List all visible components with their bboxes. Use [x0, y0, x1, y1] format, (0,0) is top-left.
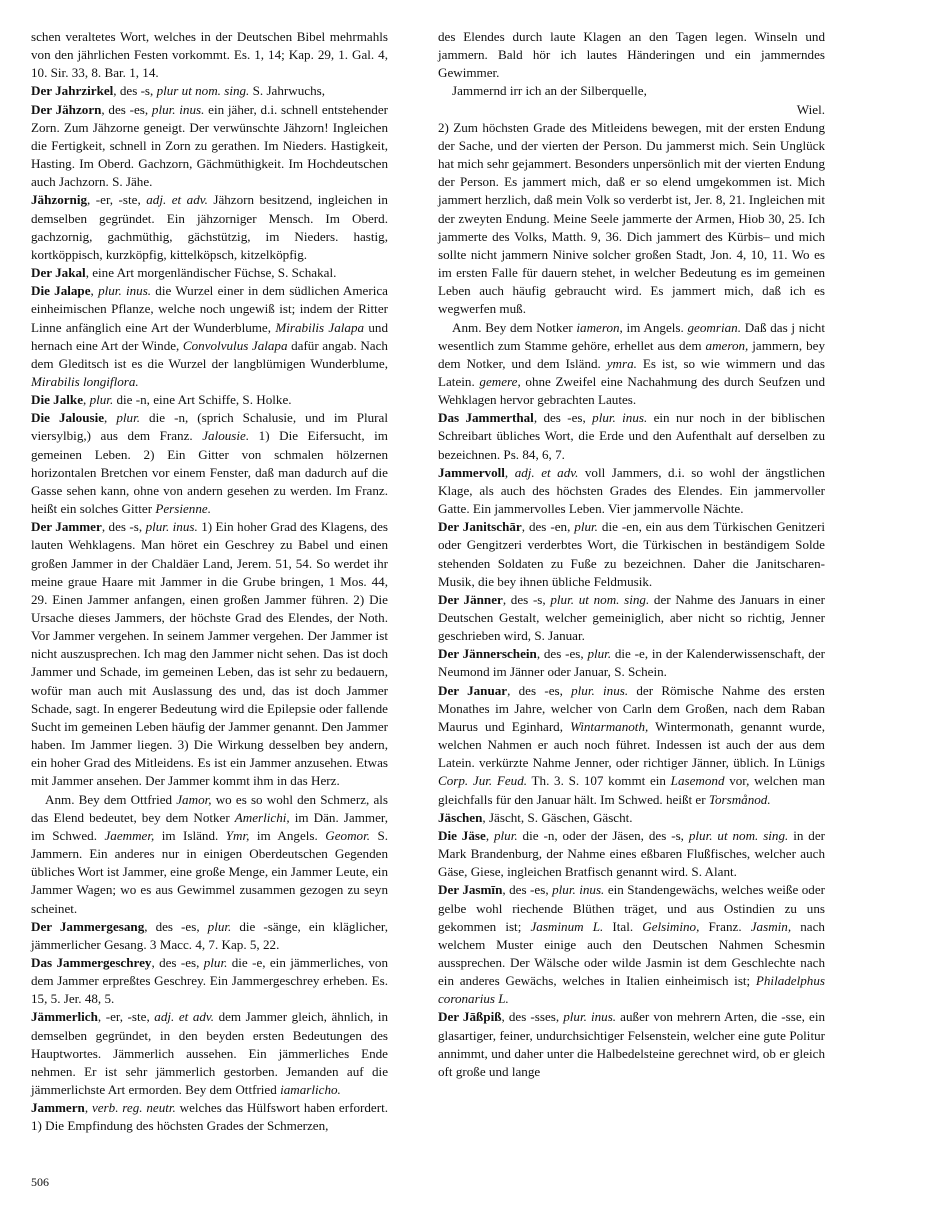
text-run: , -er, -ste, [87, 192, 147, 208]
text-run: ohne Zweifel eine Nachahmung des durch Seufzen und Wehklagen hervor gebrachten Lautes. [438, 373, 825, 408]
italic-text: plur ut nom. sing. [156, 83, 250, 99]
italic-text: Amerlichi, [234, 809, 290, 825]
page-number: 506 [31, 1175, 49, 1189]
text-run: ein nur noch in der biblischen Schreibart übliches Wort, die Erde und den Aufenthalt auf derselben zu bezeichnen. Ps. 84, 6, 7. [438, 410, 825, 462]
text-run: und hernach eine Art der Winde, [31, 319, 388, 353]
italic-text: plur. inus. [552, 882, 605, 898]
headword: Der Jähzorn [31, 101, 102, 117]
italic-text: ameron, [705, 337, 749, 353]
italic-text: adj. et adv. [154, 1009, 215, 1025]
text-run: Jammernd irr ich an der Silberquelle, [452, 83, 647, 99]
text-run: S. Jammern. Ein anderes nur in einigen Oberdeutschen Gegenden übliches Wort ist Jammer, eine große Menge, ein Jammer Leute, ein Jammer Wagen; wo es aus Gewimmel zusammen gezogen zu seyn scheinet. [31, 827, 388, 916]
italic-text: plur. [574, 519, 598, 535]
text-run: , [504, 464, 515, 480]
text-run: Franz. [699, 918, 751, 934]
text-run: , des -es, [144, 918, 208, 934]
text-run: ein Standengewächs, welches weiße oder gelbe wohl riechende Blüthen träget, und aus Ostindien zu uns gekommen ist; [438, 882, 826, 934]
italic-text: Corp. Jur. Feud. [438, 773, 528, 789]
italic-text: Jasmin, [750, 918, 792, 934]
text-run: die -n, (sprich Schalusie, und im Plural viersylbig,) aus dem Franz. [31, 410, 388, 444]
text-run: , des -s, [101, 519, 146, 535]
headword: Jämmerlich [31, 1009, 98, 1025]
dictionary-entry [31, 518, 388, 790]
italic-text: Wintarmanoth, [570, 718, 649, 734]
text-run: im Angels. [622, 319, 688, 335]
italic-text: Convolvulus Jalapa [182, 337, 288, 353]
text-run: , [90, 283, 99, 299]
italic-text: plur. inus. [98, 283, 152, 299]
text-run: , [84, 1100, 92, 1116]
italic-text: geomrian. [687, 319, 741, 335]
text-run: voll Jammers, d.i. so wohl der ängstlichen Klage, als auch des höchsten Grades des Elendes. Ein jammervoller Gatte. Ein jammervolles Leben. Vier jammervolle Nächte. [438, 464, 825, 517]
dictionary-entry [438, 409, 825, 463]
headword: Der Jammer [31, 519, 102, 535]
dictionary-entry [31, 918, 388, 954]
text-run: Wintermonath, genannt wurde, welchen Nahmen er auch noch führet. Indessen ist auch der aus dem Latein. verkürzte Nahme Jenner, oder richtiger Jänner, üblich. In Lünigs [438, 718, 826, 771]
text-paragraph [31, 791, 388, 918]
italic-text: plur. inus. [592, 410, 648, 426]
text-run: , [104, 410, 117, 426]
text-run: die -e, ein jämmerliches, von dem Jammer erpreßtes Geschrey. Ein Jammergeschrey erheben. Es. 15, 5. Jer. 48, 5. [31, 954, 388, 1007]
dictionary-entry [31, 264, 388, 282]
text-run: schen veraltetes Wort, welches in der Deutschen Bibel mehrmahls von den jährlichen Festen vorkommt. Es. 1, 14; Kap. 29, 1. Gal. 4, 10. Sir. 33, 8. Bar. 1, 14. [31, 29, 388, 81]
text-run: , des -es, [507, 682, 572, 698]
dictionary-entry [438, 827, 825, 881]
headword: Der Jāßpiß [438, 1009, 502, 1025]
text-paragraph [31, 28, 388, 82]
italic-text: Lasemond [670, 773, 725, 789]
text-run: , -er, -ste, [97, 1009, 155, 1025]
headword: Die Jalape [31, 283, 91, 299]
dictionary-entry [438, 645, 825, 681]
italic-text: plur. [203, 954, 228, 970]
text-run: , des -sses, [501, 1009, 564, 1025]
text-run: Th. 3. S. 107 kommt ein [527, 773, 671, 789]
dictionary-entry [31, 82, 388, 100]
dictionary-entry [31, 391, 388, 409]
text-paragraph [438, 82, 825, 100]
text-run: der Nahme des Januars in einer Deutschen Gestalt, welcher gemeiniglich, aber nicht so richtig, Jenner geschrieben wird, S. Januar. [438, 591, 825, 644]
text-paragraph [438, 119, 825, 319]
headword: Das Jammergeschrey [31, 954, 152, 970]
text-run: , des -s, [502, 591, 551, 607]
headword: Der Jammergesang [31, 918, 145, 934]
text-run: 1) Ein hoher Grad des Klagens, des lauten Wehklagens. Man höret ein Geschrey zu Babel und einen großen Jammer in der Chaldäer Land, Jerem. 51, 54. So werdet ihr meine graue Haare mit Jammer in die Grube bringen, 1 Mos. 44, 29. Einen Jammer anfangen, einen großen Jammer führen. 2) Die Ursache dieses Jammers, der höchste Grad des Elendes, der Noth. Vor Jammer vergehen. In seinem Jammer vergehen. Der Jammer ist nicht auszusprechen. Ich mag den Jammer nicht sehen. Das ist doch Jammer und Schade, im gemeinen Leben, das ist sehr zu bedauern, wofür man auch mit Auslassung des und, das ist doch Jammer Schade, sagt. In engerer Bedeutung wird die Epilepsie oder fallende Sucht im gemeinen Leben häufig der Jammer genannt. Den Jammer haben. Im Jammer liegen. 3) Die Wirkung desselben bey andern, ein hoher Grad des Mitleidens. Es ist ein Jammer anzusehen. Etwas mit Jammer ansehen. Der Jammer kommt ihm in das Herz. [31, 519, 388, 789]
text-run: Anm. Bey dem Ottfried [45, 791, 177, 807]
headword: Der Jahrzirkel [31, 83, 114, 99]
italic-text: plur. inus. [563, 1009, 617, 1025]
italic-text: plur. inus. [151, 101, 205, 117]
dictionary-entry [31, 282, 388, 391]
text-run: im Dän. Jammer, im Schwed. [31, 809, 388, 843]
text-run: , eine Art morgenländischer Füchse, S. Schakal. [85, 265, 337, 281]
italic-text: Gelsimino, [642, 918, 700, 934]
headword: Der Januar [438, 682, 508, 698]
italic-text: iamarlicho. [280, 1082, 341, 1098]
headword: Jäschen [438, 809, 483, 825]
text-run: 1) Die Eifersucht, im gemeinen Leben. 2) Ein Gitter von schmalen hölzernen horizontalen Bretchen vor einem Fenster, daß man dadurch auf die Gasse sehen kann, ohne von andern gesehen zu werden. Im Franz. heißt ein solches Gitter [31, 428, 388, 517]
italic-text: plur. [494, 827, 518, 843]
text-run: die -e, in der Kalenderwissenschaft, der Neumond im Jänner oder Januar, S. Schein. [438, 646, 825, 680]
headword: Die Jalke [31, 392, 84, 408]
italic-text: Mirabilis Jalapa [275, 319, 365, 335]
italic-text: Ymr, [225, 827, 250, 843]
italic-text: iameron, [576, 319, 623, 335]
text-run: , des -es, [151, 954, 204, 970]
text-run: 2) Zum höchsten Grade des Mitleidens bewegen, mit der ersten Endung der Sache, und der vierten der Person. Du jammerst mich. Sein Unglück hat mich sehr gejammert. Besonders unpersönlich mit der vierten Endung der Person. Es jammert mich, daß er so elend umgekommen ist. Mich jammert herzlich, daß mein Volk so verderbt ist, Jer. 8, 21. Ingleichen mit der zweyten Endung. Meine Seele jammerte der Armen, Hiob 30, 25. Ich jammerte des Volks, Matth. 9, 36. Dich jammert des Kürbis– und mich sollte nicht jammern Ninive solcher großen Stadt, Jon. 4, 10, 11. Wo es im ersten Falle für dauern stehet, in welcher Bedeutung es im gemeinen Leben auch häufig gebraucht wird. Es jammert mich, daß ich es wegwerfen muß. [438, 119, 825, 317]
italic-text: verb. reg. neutr. [91, 1100, 176, 1116]
text-run: im Isländ. [154, 827, 226, 843]
text-run: , Jäscht, S. Gäschen, Gäscht. [482, 809, 633, 825]
text-run: die -sänge, ein kläglicher, jämmerlicher Gesang. 3 Macc. 4, 7. Kap. 5, 22. [31, 918, 388, 952]
italic-text: plur. inus. [571, 682, 629, 698]
headword: Der Jännerschein [438, 646, 537, 662]
dictionary-entry [438, 518, 825, 591]
text-run: wo es so wohl den Schmerz, als das Elend bedeutet, bey dem Notker [31, 791, 389, 825]
text-run: , des -en, [521, 519, 575, 535]
text-run: die -n, oder der Jäsen, des -s, [517, 827, 689, 843]
italic-text: plur. [89, 392, 114, 408]
text-paragraph [438, 101, 825, 119]
text-run: Es ist, so wie wimmern und das Latein. [438, 355, 825, 389]
headword: Jähzornig [31, 192, 88, 208]
headword: Der Jasmīn [438, 882, 503, 898]
dictionary-entry [438, 881, 825, 1008]
text-run: , des -s, [113, 83, 157, 99]
italic-text: Persienne. [155, 501, 211, 517]
text-run: , des -es, [533, 410, 593, 426]
italic-text: ymra. [606, 355, 637, 371]
italic-text: plur. ut nom. sing. [688, 827, 789, 843]
dictionary-entry [31, 954, 388, 1008]
italic-text: Jalousie. [202, 428, 250, 444]
text-run: dem Jammer gleich, ähnlich, in demselben gegründet, in den beyden ersten Bedeutungen des Hauptwortes. Jämmerlich aussehen. Ein jämmerliches Ende nehmen. Er ist sehr jämmerlich gestorben. Jemanden auf die jämmerlichste Art ermorden. Bey dem Ottfried [31, 1009, 388, 1098]
italic-text: gemere, [479, 373, 521, 389]
text-run: , des -es, [101, 101, 152, 117]
text-run: , [83, 392, 90, 408]
italic-text: Torsmånod. [708, 791, 771, 807]
dictionary-entry [438, 464, 825, 518]
italic-text: Philadelphus coronarius L. [438, 973, 825, 1007]
dictionary-entry [438, 809, 825, 827]
italic-text: plur. [587, 646, 612, 662]
italic-text: Jaemmer, [104, 827, 155, 843]
dictionary-entry [438, 591, 825, 645]
headword: Der Janitschār [438, 519, 522, 535]
headword: Jammern [31, 1100, 85, 1116]
text-run: Anm. Bey dem Notker [452, 319, 577, 335]
dictionary-entry [31, 191, 388, 264]
text-run: die -n, eine Art Schiffe, S. Holke. [113, 392, 292, 408]
headword: Die Jalousie [31, 410, 105, 426]
text-run: , des -es, [502, 882, 553, 898]
text-run: dafür angab. Nach dem Gleditsch ist es die Wurzel der langblümigen Wunderblume, [31, 337, 388, 371]
right-column [438, 28, 825, 1081]
dictionary-entry [31, 101, 388, 192]
text-run: die Wurzel einer in dem südlichen America einheimischen Pflanze, welche noch ungewiß ist; indem der Ritter Linne anfänglich eine Art der Wunderblume, [31, 283, 388, 335]
italic-text: plur. [116, 410, 141, 426]
italic-text: plur. [207, 918, 232, 934]
text-run: vor, welchen man gleichfalls für den Januar hält. Im Schwed. heißt er [438, 773, 825, 807]
headword: Die Jäse [438, 827, 486, 843]
italic-text: Jasminum L. [530, 918, 604, 934]
text-paragraph [438, 319, 825, 410]
dictionary-entry [31, 1099, 388, 1135]
text-run: Jähzorn besitzend, ingleichen in demselben gegründet. Ein jähzorniger Mensch. Im Oberd. gachzornig, gachmüthig, gächstützig, im Nieders. hastig, kortköppisch, kurzköpfig, kittelköpsch, kitzelköpfig. [31, 192, 388, 262]
text-paragraph [438, 28, 825, 82]
italic-text: plur. ut nom. sing. [550, 591, 650, 607]
text-run: im Angels. [249, 827, 326, 843]
dictionary-entry [438, 1008, 825, 1081]
text-run: nach welchem Muster einige auch den Deutschen Nahmen Schesmin aussprechen. Der Wälsche oder wilde Jasmin ist dem Geschlechte nach ein anderes Gewächs, welches in Italien einheimisch ist; [438, 918, 825, 989]
italic-text: Geomor. [325, 827, 370, 843]
text-run: Wiel. [796, 101, 825, 117]
text-run: Daß das j nicht wesentlich zum Stamme gehöre, erhellet aus dem [438, 319, 825, 353]
headword: Das Jammerthal [438, 410, 534, 426]
text-run: , [485, 827, 494, 843]
italic-text: plur. inus. [145, 519, 198, 535]
text-run: , des -es, [536, 646, 588, 662]
text-run: der Römische Nahme des ersten Monathes im Jahre, welcher von Carln dem Großen, nach dem Raban Maurus und Eginhard, [438, 682, 825, 734]
text-run: die -en, ein aus dem Türkischen Genitzeri oder Gengitzeri verderbtes Wort, die Türkischen in beständigem Solde stehenden Soldaten zu Fuße zu bezeichnen. Daher die Janitscharen-Musik, die bey ihnen übliche Feldmusik. [438, 519, 825, 589]
text-run: S. Jahrwuchs, [249, 83, 325, 99]
headword: Der Jakal [31, 265, 86, 281]
text-run: des Elendes durch laute Klagen an den Tagen legen. Winseln und jammern. Bald hör ich lautes Händeringen und ein jammerndes Gewimmer. [438, 29, 825, 81]
italic-text: Mirabilis longiflora. [31, 373, 139, 389]
headword: Der Jänner [438, 591, 503, 607]
italic-text: adj. et adv. [514, 464, 579, 480]
left-column [31, 28, 388, 1136]
dictionary-entry [31, 409, 388, 518]
text-run: in der Mark Brandenburg, der Nahme eines eßbaren Flußfisches, welcher auch Gäse, Giese, ingleichen Bratfisch genannt wird. S. Alant. [438, 827, 826, 880]
italic-text: Jamor, [176, 791, 212, 807]
text-run: Ital. [603, 918, 643, 934]
text-run: welches das Hülfswort haben erfordert. 1) Die Empfindung des höchsten Grades der Schmerzen, [31, 1100, 388, 1134]
dictionary-entry [31, 1008, 388, 1099]
text-run: jammern, bey dem Notker, und dem Isländ. [438, 337, 826, 371]
text-run: außer von mehrern Arten, die -sse, ein glasartiger, feiner, undurchsichtiger Felsenstein, welcher eine gute Politur annimmt, und daher unter die Halbedelsteine gerechnet wird, ob er gleich oft große und lange [438, 1009, 826, 1079]
text-run: ein jäher, d.i. schnell entstehender Zorn. Zum Jähzorne geneigt. Der verwünschte Jähzorn! Ingleichen die Fertigkeit, schnell in Zorn zu gerathen. Im Nieders. Hastigkeit, Hasting. Im Oberd. Gachzorn, Gächmüthigkeit. Im Hochdeutschen auch Jachzorn. S. Jähe. [31, 101, 388, 190]
dictionary-entry [438, 682, 825, 809]
headword: Jammervoll [438, 464, 505, 480]
italic-text: adj. et adv. [146, 192, 208, 208]
